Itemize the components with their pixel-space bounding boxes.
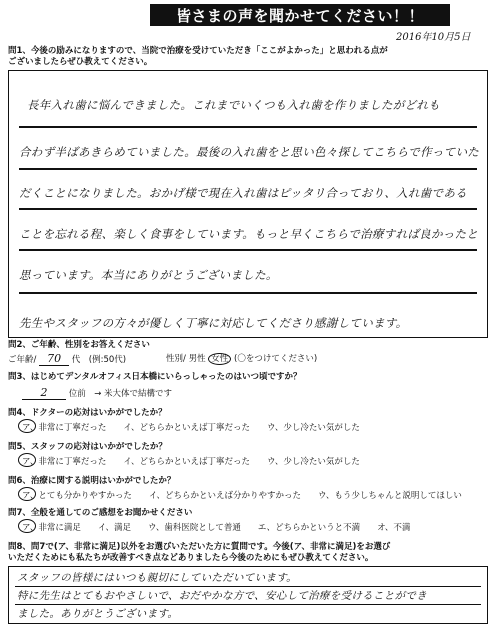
q1-answer-line-1: 長年入れ歯に悩んできました。これまでいくつも入れ歯を作りましたがどれも — [27, 98, 440, 112]
q1-answer-line-4: ことを忘れる程、楽しく食事をしています。もっと早くこちらで治療すれば良かったと — [19, 227, 479, 241]
q3-value[interactable]: 2 — [22, 386, 66, 400]
q4-label: 問4、ドクターの応対はいかがでしたか？ — [8, 408, 167, 418]
survey-title: 皆さまの声を聞かせてください！！ — [150, 4, 450, 26]
q1-answer-line-3: だくことになりました。おかげ様で現在入れ歯はピッタリ合っており、入れ歯である — [19, 186, 467, 200]
q1-answer-box[interactable] — [8, 70, 488, 338]
q7-options[interactable]: ア、非常に満足 イ、満足 ウ、歯科医院として普通 エ、どちらかというと不満 オ、不満 — [22, 523, 411, 533]
q2-age-prefix: ご年齢/ — [8, 355, 37, 365]
q6-label: 問6、治療に関する説明はいかがでしたか？ — [8, 476, 176, 486]
q3-label: 問3、はじめてデンタルオフィス日本橋にいらっしゃったのはいつ頃ですか？ — [8, 372, 302, 382]
q8-answer-line-3: ました。ありがとうございます。 — [17, 608, 179, 620]
q2-gender-label: 性別/ — [166, 354, 186, 364]
q8-label-line1: 問8、問7で(ア、非常に満足)以外をお選びいただいた方に質問です。今後(ア、非常に満足)をお選び — [8, 542, 391, 552]
q8-answer-line-2: 特に先生はとてもおやさしいで、おだやかな方で、安心して治療を受けることができ — [17, 590, 427, 602]
q8-label — [8, 542, 390, 564]
q2-age-value[interactable]: 70 — [39, 352, 69, 366]
q1-answer-line-5: 思っています。本当にありがとうございました。 — [19, 268, 278, 282]
q1-rule-4 — [19, 249, 477, 251]
q8-answer-box[interactable] — [8, 566, 488, 624]
q1-label-line2: ございましたらぜひ教えてください。 — [8, 57, 153, 67]
survey-date: 2016年10月5日 — [396, 32, 471, 43]
q2-label: 問2、ご年齢、性別をお答えください — [8, 340, 150, 350]
q3-suffix: 位前 → 米大体で結構です — [68, 389, 173, 399]
q6-options[interactable]: ア、とても分かりやすかった イ、どちらかといえば分かりやすかった ウ、もう少しちゃんと説明してほしい — [22, 491, 462, 501]
q3-answer-row — [22, 386, 172, 400]
q5-label: 問5、スタッフの応対はいかがでしたか？ — [8, 442, 167, 452]
q1-rule-5 — [19, 292, 477, 294]
q8-rule-1 — [15, 586, 481, 587]
q1-rule-1 — [19, 126, 477, 128]
q2-gender-female[interactable]: 女性 — [208, 353, 231, 365]
q2-gender-note: (〇をつけてください) — [234, 354, 318, 364]
q1-label — [8, 46, 388, 68]
q1-rule-3 — [19, 208, 477, 210]
q2-gender-male[interactable]: 男性 — [188, 354, 206, 364]
q1-answer-line-2: 合わず半ばあきらめていました。最後の入れ歯をと思い色々探してこちらで作っていた — [19, 145, 480, 159]
q8-rule-2 — [15, 604, 481, 605]
q1-rule-2 — [19, 168, 477, 170]
q5-options[interactable]: ア、非常に丁寧だった イ、どちらかといえば丁寧だった ウ、少し冷たい気がした — [22, 457, 360, 467]
q1-label-line1: 問1、今後の励みになりますので、当院で治療を受けていただき「ここがよかった」と思われる点が — [8, 46, 388, 56]
q8-answer-line-1: スタッフの皆様にはいつも親切にしていただいています。 — [17, 572, 297, 584]
q4-options[interactable]: ア、非常に丁寧だった イ、どちらかといえば丁寧だった ウ、少し冷たい気がした — [22, 423, 360, 433]
q2-age-row — [8, 352, 126, 366]
q2-gender-row — [166, 352, 317, 364]
q8-label-line2: いただくためにも私たちが改善すべき点などありましたら今後のためにもぜひ教えてください。 — [8, 553, 374, 563]
q2-age-suffix: 代 (例:50代) — [71, 355, 127, 365]
q1-answer-line-6: 先生やスタッフの方々が優しく丁寧に対応してくださり感謝しています。 — [19, 316, 408, 330]
q7-label: 問7、全般を通してのご感想をお聞かせください — [8, 508, 193, 518]
